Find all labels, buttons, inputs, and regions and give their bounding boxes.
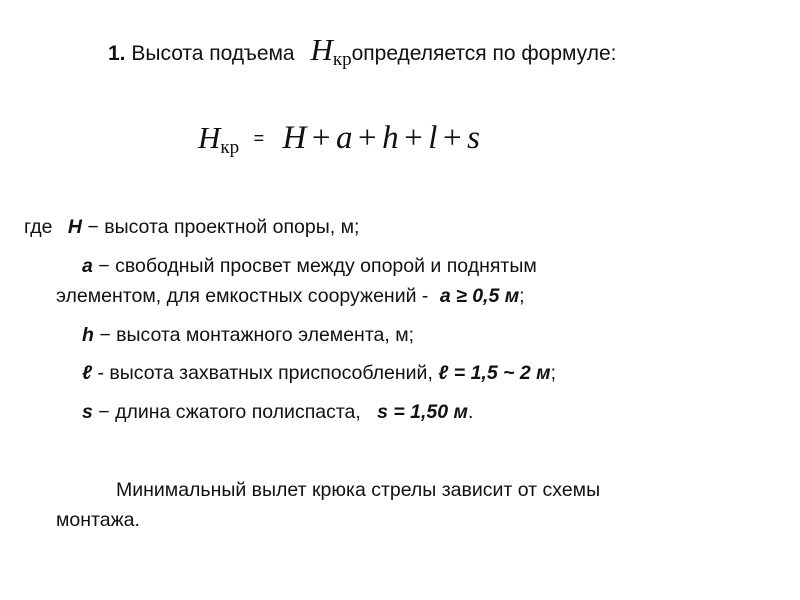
title-text-before: Высота подъема [131,42,295,65]
definition-h-text: − высота монтажного элемента, м; [93,324,415,346]
formula-lhs-subscript: кр [220,137,240,158]
formula-lhs-symbol: H [198,120,221,155]
title-number: 1. [108,42,126,65]
definition-s-end: . [467,401,474,423]
formula-equals: = [253,128,265,148]
title-symbol-h: H [310,32,333,67]
lift-height-formula [198,112,480,174]
formula-term-h: h [382,120,400,156]
formula-plus: + [358,120,378,156]
definition-a-text-line2: элементом, для емкостных сооружений - [56,285,434,307]
definition-a-end: ; [519,285,525,307]
definition-s-value: s = 1,50 м [377,401,468,423]
formula-plus: + [311,120,332,156]
definition-l-symbol: ℓ [82,362,93,384]
definition-s-symbol: s [82,401,93,423]
definition-H-symbol: H [67,216,82,238]
definition-h [82,320,414,350]
definition-a-line1 [82,251,537,281]
definition-l [82,358,556,388]
definition-a-value: a ≥ 0,5 м [439,285,520,307]
definition-H [24,212,359,242]
formula-plus: + [404,120,424,156]
title-text-after: определяется по формуле: [351,42,617,65]
closing-line2: монтажа. [56,509,140,531]
formula-term-a: a [336,120,354,156]
definition-s [82,397,473,427]
definition-a-symbol: a [82,255,93,277]
slide-title [108,30,616,80]
title-subscript: кр [332,49,352,70]
definition-l-value: ℓ = 1,5 ~ 2 м [438,362,551,384]
formula-term-s: s [467,120,481,156]
closing-line1: Минимальный вылет крюка стрелы зависит от схемы [116,479,601,501]
definition-a-line2 [56,281,525,311]
definition-l-text: - высота захватных приспособлений, [92,362,439,384]
definition-l-end: ; [550,362,557,384]
formula-term-l: l [428,120,438,156]
formula-term-h-big: H [282,120,307,156]
definition-s-text: − длина сжатого полиспаста, [92,401,378,423]
formula-plus: + [442,120,463,156]
definition-H-text: − высота проектной опоры, м; [81,216,360,238]
definition-h-symbol: h [82,324,94,346]
definition-a-text-line1: − свободный просвет между опорой и поднятым [92,255,537,277]
definitions-intro: где [24,216,53,238]
formula-rhs [283,120,481,156]
